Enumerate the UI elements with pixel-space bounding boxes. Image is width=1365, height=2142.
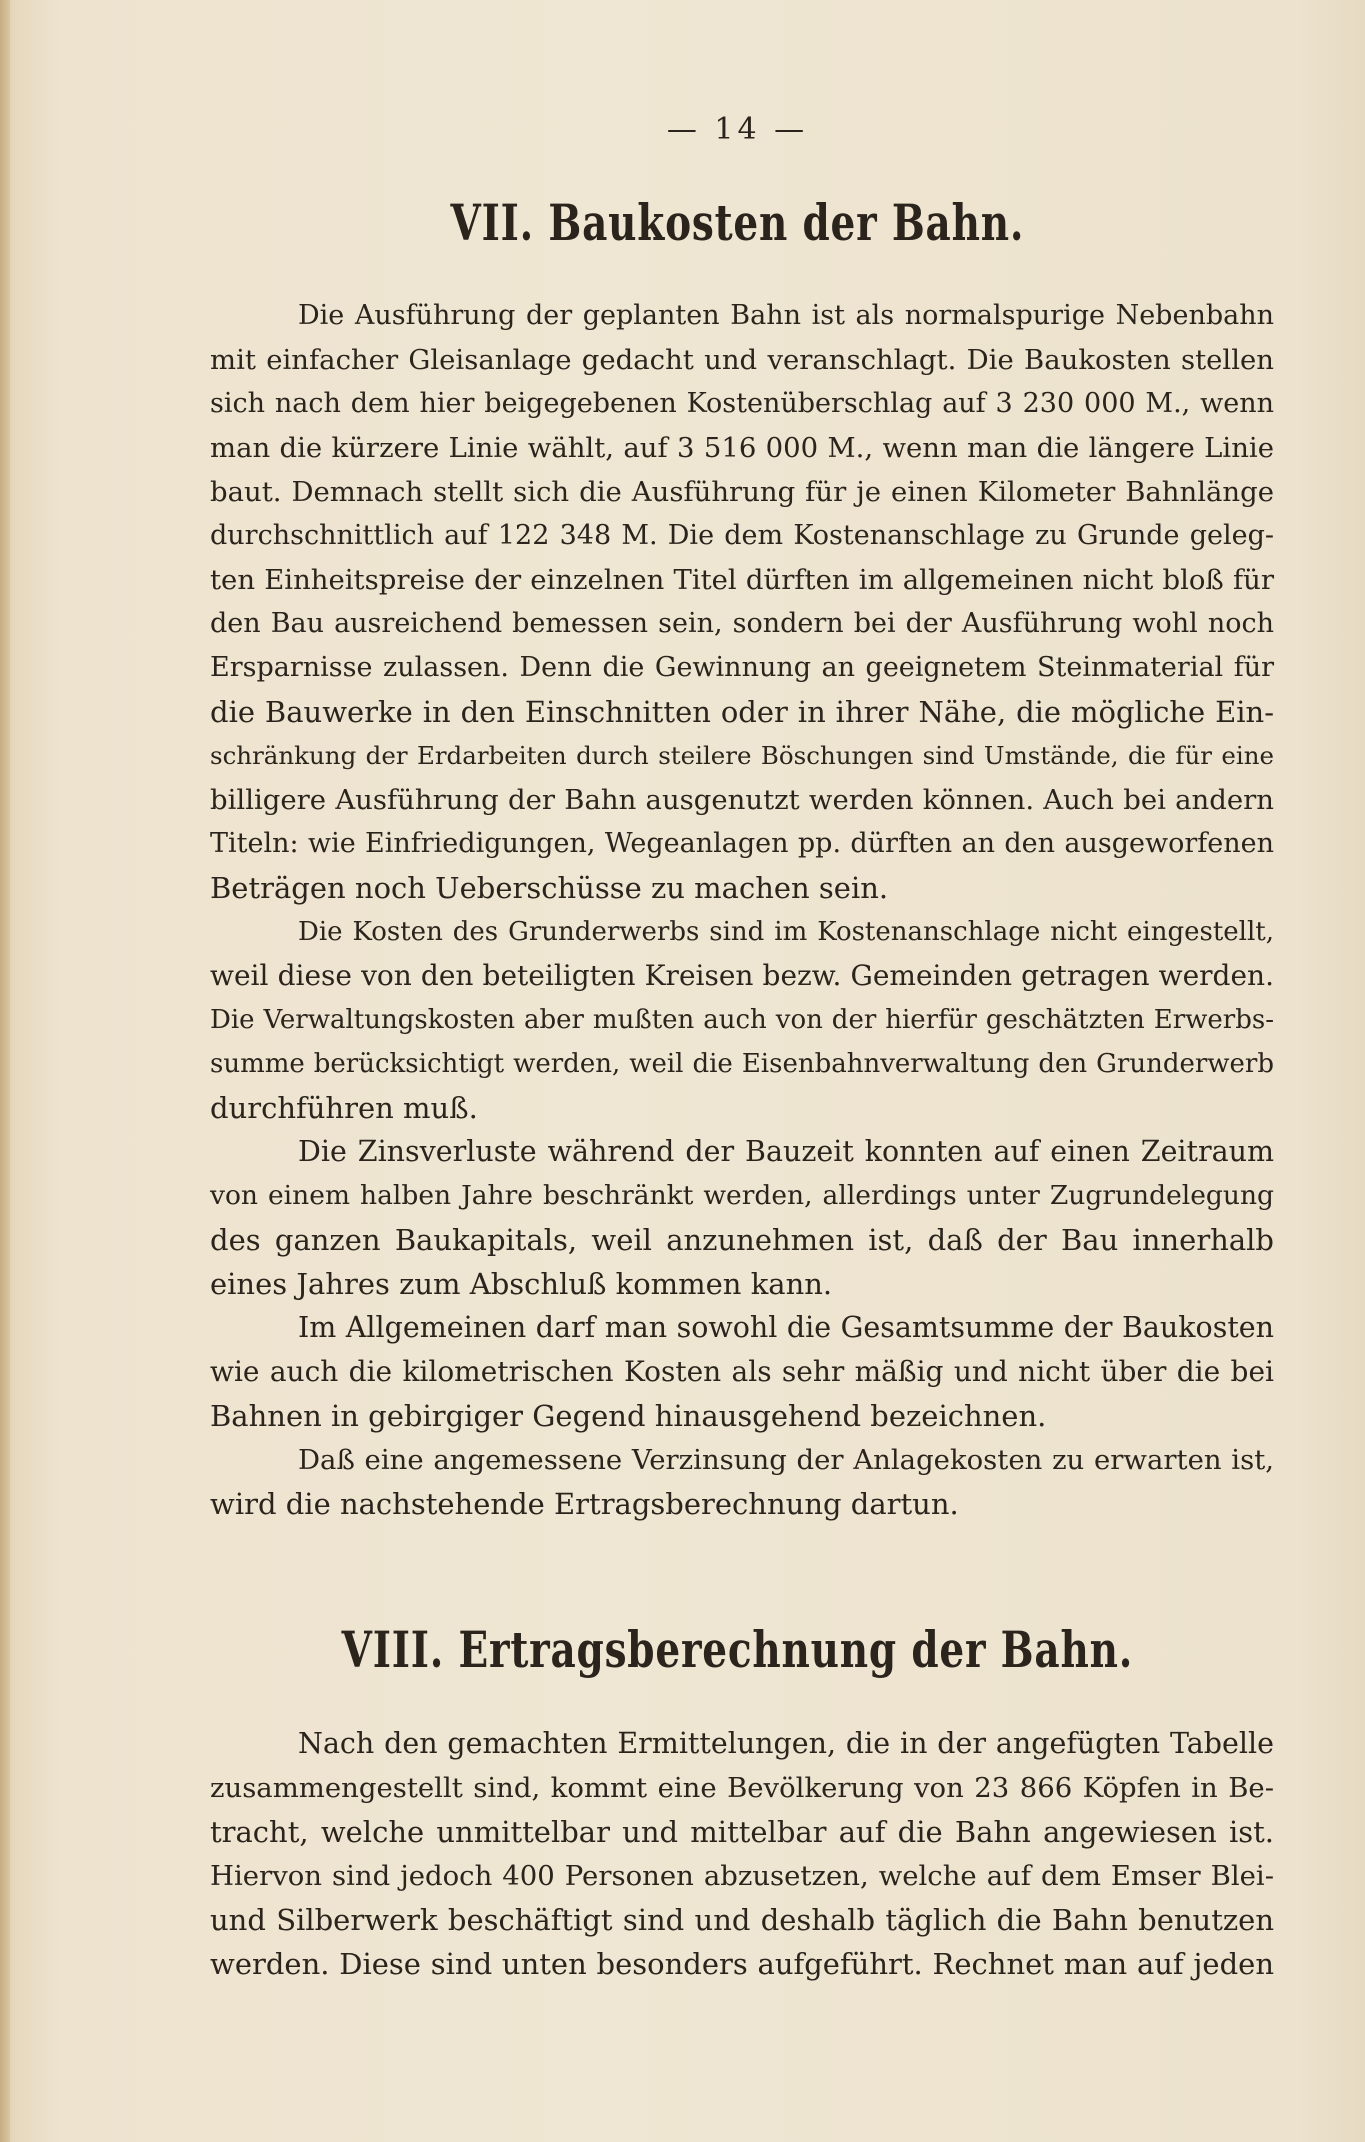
text-line: wird die nachstehende Ertragsberechnung dartun. [210,1487,959,1521]
text-line: und Silberwerk beschäftigt sind und deshalb täglich die Bahn benutzen [210,1903,1274,1937]
text-line: Die Ausführung der geplanten Bahn ist als normalspurige Nebenbahn [298,300,1274,331]
section-title-vii: VII. Baukosten der Bahn. [450,193,1025,252]
text-line: zusammengestellt sind, kommt eine Bevölkerung von 23 866 Köpfen in Be- [210,1772,1274,1804]
text-line: man die kürzere Linie wählt, auf 3 516 000 M., wenn man die längere Linie [210,432,1274,464]
text-line: Die Verwaltungskosten aber mußten auch von der hierfür geschätzten Erwerbs- [210,1005,1274,1035]
text-line: mit einfacher Gleisanlage gedacht und veranschlagt. Die Baukosten stellen [210,344,1274,376]
text-line: Beträgen noch Ueberschüsse zu machen sein. [210,871,889,905]
text-line: weil diese von den beteiligten Kreisen bezw. Gemeinden getragen werden. [210,959,1274,992]
text-line: des ganzen Baukapitals, weil anzunehmen ist, daß der Bau innerhalb [210,1223,1274,1257]
text-line: Die Kosten des Grunderwerbs sind im Kostenanschlage nicht eingestellt, [298,917,1274,947]
text-line: Hiervon sind jedoch 400 Personen abzusetzen, welche auf dem Emser Blei- [210,1860,1274,1892]
text-line: Daß eine angemessene Verzinsung der Anlagekosten zu erwarten ist, [298,1444,1274,1476]
text-line: summe berücksichtigt werden, weil die Eisenbahnverwaltung den Grunderwerb [210,1049,1274,1079]
text-line: sich nach dem hier beigegebenen Kostenüberschlag auf 3 230 000 M., wenn [210,388,1274,419]
text-line: Titeln: wie Einfriedigungen, Wegeanlagen pp. dürften an den ausgeworfenen [210,828,1274,859]
text-line: baut. Demnach stellt sich die Ausführung für je einen Kilometer Bahnlänge [210,476,1274,508]
section-vii-body [210,294,1274,1526]
text-line: durchführen muß. [210,1091,478,1125]
section-viii-body [210,1722,1274,1986]
text-line: werden. Diese sind unten besonders aufgeführt. Rechnet man auf jeden [210,1947,1274,1981]
text-line: den Bau ausreichend bemessen sein, sondern bei der Ausführung wohl noch [210,608,1274,639]
page-spine [0,0,10,2142]
text-line: Im Allgemeinen darf man sowohl die Gesamtsumme der Baukosten [298,1311,1274,1344]
page-number: — 14 — [666,112,809,147]
text-line: schränkung der Erdarbeiten durch steilere Böschungen sind Umstände, die für eine [210,741,1274,770]
text-line: Ersparnisse zulassen. Denn die Gewinnung an geeignetem Steinmaterial für [210,652,1274,683]
text-line: tracht, welche unmittelbar und mittelbar auf die Bahn angewiesen ist. [210,1815,1274,1849]
text-line: eines Jahres zum Abschluß kommen kann. [210,1267,833,1301]
text-line: die Bauwerke in den Einschnitten oder in ihrer Nähe, die mögliche Ein- [210,695,1274,729]
text-line: billigere Ausführung der Bahn ausgenutzt werden können. Auch bei andern [210,784,1274,816]
text-line: Bahnen in gebirgiger Gegend hinausgehend bezeichnen. [210,1399,1047,1433]
text-line: Nach den gemachten Ermittelungen, die in der angefügten Tabelle [298,1727,1274,1760]
section-title-viii: VIII. Ertragsberechnung der Bahn. [341,1620,1134,1679]
text-line: ten Einheitspreise der einzelnen Titel dürften im allgemeinen nicht bloß für [210,564,1274,596]
text-line: durchschnittlich auf 122 348 M. Die dem Kostenanschlage zu Grunde geleg- [210,520,1274,551]
text-line: Die Zinsverluste während der Bauzeit konnten auf einen Zeitraum [298,1135,1274,1168]
text-line: wie auch die kilometrischen Kosten als sehr mäßig und nicht über die bei [210,1355,1274,1388]
text-line: von einem halben Jahre beschränkt werden, allerdings unter Zugrundelegung [210,1180,1274,1211]
